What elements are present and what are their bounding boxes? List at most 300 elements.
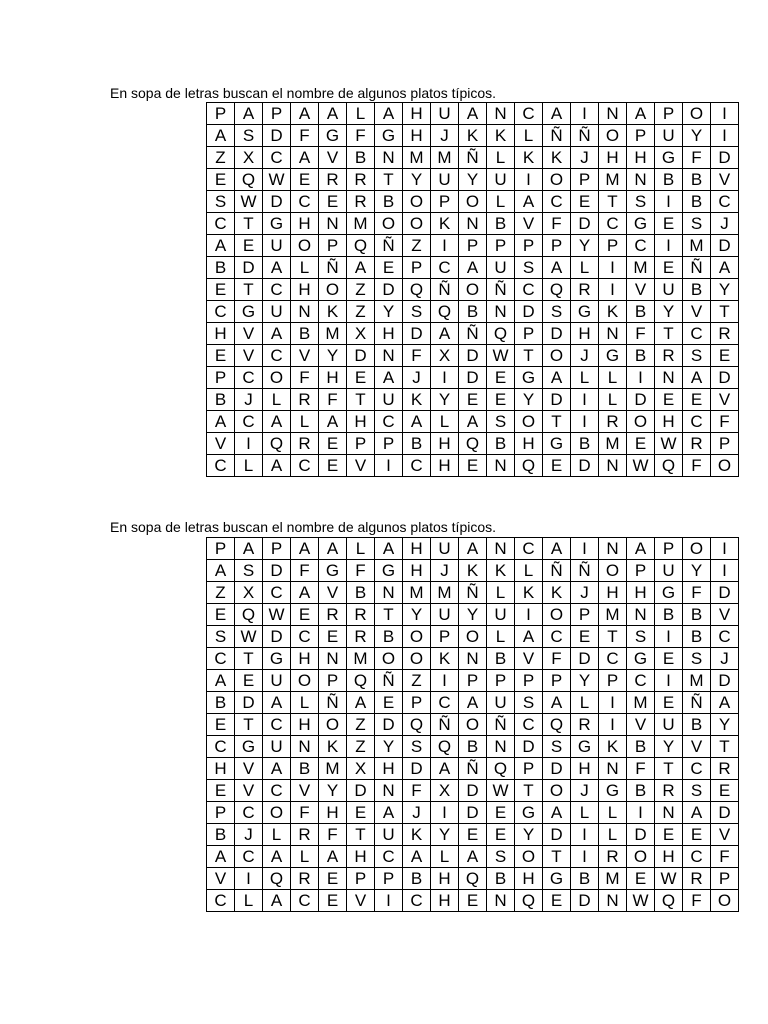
grid-cell[interactable]: C <box>263 780 291 802</box>
grid-cell[interactable]: M <box>683 670 711 692</box>
grid-cell[interactable]: J <box>431 560 459 582</box>
grid-cell[interactable]: E <box>571 191 599 213</box>
grid-cell[interactable]: I <box>655 235 683 257</box>
grid-cell[interactable]: Q <box>235 169 263 191</box>
grid-cell[interactable]: E <box>655 257 683 279</box>
grid-cell[interactable]: D <box>543 323 571 345</box>
grid-cell[interactable]: C <box>291 626 319 648</box>
grid-cell[interactable]: C <box>207 648 235 670</box>
grid-cell[interactable]: O <box>515 411 543 433</box>
grid-cell[interactable]: S <box>543 736 571 758</box>
grid-cell[interactable]: D <box>459 367 487 389</box>
grid-cell[interactable]: L <box>571 692 599 714</box>
grid-cell[interactable]: H <box>515 868 543 890</box>
grid-cell[interactable]: K <box>319 736 347 758</box>
grid-cell[interactable]: P <box>375 868 403 890</box>
grid-cell[interactable]: E <box>711 780 739 802</box>
grid-cell[interactable]: C <box>515 538 543 560</box>
grid-cell[interactable]: K <box>599 301 627 323</box>
grid-cell[interactable]: V <box>347 890 375 912</box>
grid-cell[interactable]: U <box>655 714 683 736</box>
grid-cell[interactable]: T <box>375 169 403 191</box>
grid-cell[interactable]: B <box>683 626 711 648</box>
grid-cell[interactable]: L <box>291 846 319 868</box>
grid-cell[interactable]: P <box>403 257 431 279</box>
grid-cell[interactable]: J <box>403 802 431 824</box>
grid-cell[interactable]: U <box>431 169 459 191</box>
grid-cell[interactable]: W <box>487 345 515 367</box>
grid-cell[interactable]: Y <box>571 235 599 257</box>
grid-cell[interactable]: Z <box>207 147 235 169</box>
grid-cell[interactable]: K <box>487 125 515 147</box>
grid-cell[interactable]: E <box>235 670 263 692</box>
grid-cell[interactable]: N <box>487 736 515 758</box>
grid-cell[interactable]: P <box>263 538 291 560</box>
grid-cell[interactable]: B <box>627 736 655 758</box>
grid-cell[interactable]: H <box>319 802 347 824</box>
grid-cell[interactable]: R <box>655 345 683 367</box>
grid-cell[interactable]: T <box>599 626 627 648</box>
grid-cell[interactable]: D <box>235 257 263 279</box>
grid-cell[interactable]: I <box>711 125 739 147</box>
grid-cell[interactable]: V <box>515 648 543 670</box>
grid-cell[interactable]: E <box>655 648 683 670</box>
grid-cell[interactable]: K <box>403 389 431 411</box>
grid-cell[interactable]: V <box>711 169 739 191</box>
grid-cell[interactable]: I <box>627 802 655 824</box>
grid-cell[interactable]: X <box>235 582 263 604</box>
grid-cell[interactable]: Q <box>655 455 683 477</box>
grid-cell[interactable]: H <box>319 367 347 389</box>
grid-cell[interactable]: W <box>263 604 291 626</box>
grid-cell[interactable]: E <box>711 345 739 367</box>
grid-cell[interactable]: H <box>375 323 403 345</box>
grid-cell[interactable]: S <box>207 626 235 648</box>
grid-cell[interactable]: O <box>459 279 487 301</box>
grid-cell[interactable]: A <box>543 367 571 389</box>
grid-cell[interactable]: F <box>683 147 711 169</box>
grid-cell[interactable]: E <box>319 433 347 455</box>
grid-cell[interactable]: P <box>347 868 375 890</box>
grid-cell[interactable]: P <box>627 125 655 147</box>
grid-cell[interactable]: A <box>207 411 235 433</box>
grid-cell[interactable]: A <box>207 235 235 257</box>
grid-cell[interactable]: F <box>291 367 319 389</box>
grid-cell[interactable]: U <box>375 824 403 846</box>
grid-cell[interactable]: S <box>487 846 515 868</box>
grid-cell[interactable]: D <box>571 890 599 912</box>
grid-cell[interactable]: P <box>627 560 655 582</box>
grid-cell[interactable]: S <box>403 736 431 758</box>
grid-cell[interactable]: C <box>207 736 235 758</box>
grid-cell[interactable]: M <box>431 147 459 169</box>
grid-cell[interactable]: K <box>515 582 543 604</box>
grid-cell[interactable]: F <box>319 824 347 846</box>
grid-cell[interactable]: X <box>347 758 375 780</box>
grid-cell[interactable]: A <box>207 670 235 692</box>
grid-cell[interactable]: E <box>627 433 655 455</box>
grid-cell[interactable]: P <box>487 670 515 692</box>
grid-cell[interactable]: D <box>375 279 403 301</box>
grid-cell[interactable]: N <box>459 648 487 670</box>
grid-cell[interactable]: A <box>263 692 291 714</box>
grid-cell[interactable]: N <box>655 367 683 389</box>
grid-cell[interactable]: Y <box>711 714 739 736</box>
grid-cell[interactable]: N <box>599 103 627 125</box>
grid-cell[interactable]: O <box>627 411 655 433</box>
grid-cell[interactable]: J <box>571 582 599 604</box>
grid-cell[interactable]: P <box>543 235 571 257</box>
grid-cell[interactable]: O <box>599 125 627 147</box>
grid-cell[interactable]: E <box>459 890 487 912</box>
grid-cell[interactable]: N <box>487 301 515 323</box>
grid-cell[interactable]: H <box>599 582 627 604</box>
grid-cell[interactable]: E <box>683 824 711 846</box>
grid-cell[interactable]: O <box>683 538 711 560</box>
grid-cell[interactable]: P <box>515 323 543 345</box>
grid-cell[interactable]: G <box>655 147 683 169</box>
grid-cell[interactable]: Ñ <box>683 257 711 279</box>
grid-cell[interactable]: C <box>403 890 431 912</box>
grid-cell[interactable]: P <box>207 802 235 824</box>
grid-cell[interactable]: P <box>571 604 599 626</box>
grid-cell[interactable]: E <box>459 389 487 411</box>
grid-cell[interactable]: H <box>291 648 319 670</box>
grid-cell[interactable]: T <box>543 846 571 868</box>
grid-cell[interactable]: L <box>263 389 291 411</box>
grid-cell[interactable]: D <box>263 191 291 213</box>
grid-cell[interactable]: D <box>711 802 739 824</box>
grid-cell[interactable]: B <box>655 604 683 626</box>
grid-cell[interactable]: A <box>319 538 347 560</box>
grid-cell[interactable]: D <box>711 367 739 389</box>
grid-cell[interactable]: Q <box>543 714 571 736</box>
grid-cell[interactable]: Y <box>375 301 403 323</box>
grid-cell[interactable]: N <box>599 758 627 780</box>
grid-cell[interactable]: T <box>347 824 375 846</box>
grid-cell[interactable]: E <box>319 626 347 648</box>
grid-cell[interactable]: V <box>711 389 739 411</box>
grid-cell[interactable]: I <box>599 257 627 279</box>
grid-cell[interactable]: B <box>487 213 515 235</box>
grid-cell[interactable]: R <box>319 604 347 626</box>
grid-cell[interactable]: E <box>543 890 571 912</box>
grid-cell[interactable]: U <box>263 670 291 692</box>
grid-cell[interactable]: P <box>347 433 375 455</box>
grid-cell[interactable]: A <box>627 103 655 125</box>
grid-cell[interactable]: D <box>711 582 739 604</box>
grid-cell[interactable]: A <box>319 846 347 868</box>
grid-cell[interactable]: J <box>235 389 263 411</box>
grid-cell[interactable]: J <box>571 780 599 802</box>
grid-cell[interactable]: L <box>263 824 291 846</box>
grid-cell[interactable]: H <box>655 411 683 433</box>
grid-cell[interactable]: M <box>599 868 627 890</box>
grid-cell[interactable]: A <box>459 692 487 714</box>
grid-cell[interactable]: B <box>571 868 599 890</box>
grid-cell[interactable]: A <box>459 538 487 560</box>
grid-cell[interactable]: A <box>543 103 571 125</box>
grid-cell[interactable]: Ñ <box>487 279 515 301</box>
grid-cell[interactable]: C <box>683 758 711 780</box>
grid-cell[interactable]: A <box>403 411 431 433</box>
grid-cell[interactable]: U <box>655 279 683 301</box>
grid-cell[interactable]: B <box>459 736 487 758</box>
grid-cell[interactable]: C <box>263 147 291 169</box>
grid-cell[interactable]: Q <box>655 890 683 912</box>
grid-cell[interactable]: D <box>627 824 655 846</box>
grid-cell[interactable]: M <box>319 758 347 780</box>
grid-cell[interactable]: A <box>263 257 291 279</box>
grid-cell[interactable]: S <box>235 125 263 147</box>
grid-cell[interactable]: G <box>375 125 403 147</box>
grid-cell[interactable]: Y <box>319 345 347 367</box>
grid-cell[interactable]: K <box>515 147 543 169</box>
grid-cell[interactable]: R <box>599 846 627 868</box>
grid-cell[interactable]: Ñ <box>543 125 571 147</box>
grid-cell[interactable]: C <box>543 626 571 648</box>
grid-cell[interactable]: R <box>291 389 319 411</box>
grid-cell[interactable]: T <box>347 389 375 411</box>
grid-cell[interactable]: J <box>403 367 431 389</box>
grid-cell[interactable]: A <box>207 125 235 147</box>
grid-cell[interactable]: S <box>207 191 235 213</box>
grid-cell[interactable]: M <box>627 692 655 714</box>
grid-cell[interactable]: O <box>403 626 431 648</box>
grid-cell[interactable]: O <box>683 103 711 125</box>
grid-cell[interactable]: T <box>655 323 683 345</box>
grid-cell[interactable]: E <box>487 389 515 411</box>
grid-cell[interactable]: J <box>711 648 739 670</box>
grid-cell[interactable]: Y <box>683 125 711 147</box>
grid-cell[interactable]: P <box>459 670 487 692</box>
grid-cell[interactable]: R <box>599 411 627 433</box>
grid-cell[interactable]: H <box>291 213 319 235</box>
grid-cell[interactable]: H <box>207 323 235 345</box>
grid-cell[interactable]: A <box>291 538 319 560</box>
grid-cell[interactable]: E <box>319 191 347 213</box>
grid-cell[interactable]: O <box>403 191 431 213</box>
grid-cell[interactable]: P <box>263 103 291 125</box>
grid-cell[interactable]: R <box>571 279 599 301</box>
grid-cell[interactable]: K <box>431 648 459 670</box>
grid-cell[interactable]: O <box>263 802 291 824</box>
grid-cell[interactable]: Y <box>319 780 347 802</box>
grid-cell[interactable]: X <box>431 780 459 802</box>
grid-cell[interactable]: O <box>627 846 655 868</box>
grid-cell[interactable]: A <box>375 538 403 560</box>
grid-cell[interactable]: T <box>711 736 739 758</box>
grid-cell[interactable]: A <box>347 692 375 714</box>
grid-cell[interactable]: G <box>235 301 263 323</box>
grid-cell[interactable]: A <box>543 257 571 279</box>
grid-cell[interactable]: U <box>263 736 291 758</box>
grid-cell[interactable]: K <box>459 560 487 582</box>
grid-cell[interactable]: C <box>235 846 263 868</box>
grid-cell[interactable]: L <box>347 103 375 125</box>
grid-cell[interactable]: E <box>655 389 683 411</box>
grid-cell[interactable]: U <box>431 103 459 125</box>
grid-cell[interactable]: A <box>291 103 319 125</box>
grid-cell[interactable]: I <box>655 670 683 692</box>
grid-cell[interactable]: F <box>543 213 571 235</box>
grid-cell[interactable]: P <box>711 433 739 455</box>
grid-cell[interactable]: I <box>711 538 739 560</box>
grid-cell[interactable]: M <box>683 235 711 257</box>
grid-cell[interactable]: S <box>683 345 711 367</box>
grid-cell[interactable]: R <box>319 169 347 191</box>
grid-cell[interactable]: B <box>571 433 599 455</box>
grid-cell[interactable]: O <box>543 604 571 626</box>
grid-cell[interactable]: M <box>347 648 375 670</box>
grid-cell[interactable]: L <box>487 147 515 169</box>
grid-cell[interactable]: C <box>235 367 263 389</box>
grid-cell[interactable]: T <box>235 714 263 736</box>
grid-cell[interactable]: A <box>375 103 403 125</box>
grid-cell[interactable]: R <box>347 626 375 648</box>
grid-cell[interactable]: G <box>319 125 347 147</box>
grid-cell[interactable]: M <box>347 213 375 235</box>
grid-cell[interactable]: Z <box>403 670 431 692</box>
grid-cell[interactable]: A <box>459 103 487 125</box>
grid-cell[interactable]: Ñ <box>571 560 599 582</box>
grid-cell[interactable]: I <box>599 279 627 301</box>
grid-cell[interactable]: A <box>291 582 319 604</box>
grid-cell[interactable]: F <box>711 846 739 868</box>
grid-cell[interactable]: Y <box>403 604 431 626</box>
grid-cell[interactable]: C <box>515 103 543 125</box>
grid-cell[interactable]: K <box>319 301 347 323</box>
grid-cell[interactable]: G <box>263 648 291 670</box>
grid-cell[interactable]: L <box>431 411 459 433</box>
grid-cell[interactable]: V <box>683 736 711 758</box>
grid-cell[interactable]: U <box>487 604 515 626</box>
grid-cell[interactable]: R <box>655 780 683 802</box>
grid-cell[interactable]: M <box>403 147 431 169</box>
grid-cell[interactable]: W <box>235 626 263 648</box>
grid-cell[interactable]: C <box>375 846 403 868</box>
grid-cell[interactable]: Q <box>515 455 543 477</box>
grid-cell[interactable]: C <box>683 323 711 345</box>
grid-cell[interactable]: O <box>375 648 403 670</box>
grid-cell[interactable]: Ñ <box>375 235 403 257</box>
grid-cell[interactable]: G <box>627 648 655 670</box>
grid-cell[interactable]: U <box>263 301 291 323</box>
grid-cell[interactable]: G <box>627 213 655 235</box>
grid-cell[interactable]: S <box>543 301 571 323</box>
grid-cell[interactable]: W <box>235 191 263 213</box>
grid-cell[interactable]: Q <box>347 670 375 692</box>
grid-cell[interactable]: E <box>347 802 375 824</box>
grid-cell[interactable]: H <box>375 758 403 780</box>
grid-cell[interactable]: Y <box>711 279 739 301</box>
grid-cell[interactable]: V <box>683 301 711 323</box>
grid-cell[interactable]: A <box>431 323 459 345</box>
grid-cell[interactable]: A <box>459 411 487 433</box>
grid-cell[interactable]: F <box>403 780 431 802</box>
grid-cell[interactable]: W <box>655 433 683 455</box>
grid-cell[interactable]: D <box>711 235 739 257</box>
grid-cell[interactable]: H <box>347 846 375 868</box>
grid-cell[interactable]: G <box>599 780 627 802</box>
grid-cell[interactable]: Ñ <box>459 582 487 604</box>
grid-cell[interactable]: R <box>571 714 599 736</box>
grid-cell[interactable]: S <box>235 560 263 582</box>
grid-cell[interactable]: C <box>263 345 291 367</box>
grid-cell[interactable]: A <box>627 538 655 560</box>
grid-cell[interactable]: D <box>627 389 655 411</box>
grid-cell[interactable]: D <box>543 758 571 780</box>
grid-cell[interactable]: V <box>291 345 319 367</box>
grid-cell[interactable]: V <box>207 433 235 455</box>
grid-cell[interactable]: C <box>515 714 543 736</box>
grid-cell[interactable]: P <box>487 235 515 257</box>
grid-cell[interactable]: F <box>347 125 375 147</box>
grid-cell[interactable]: G <box>515 367 543 389</box>
grid-cell[interactable]: G <box>571 301 599 323</box>
grid-cell[interactable]: A <box>263 455 291 477</box>
grid-cell[interactable]: E <box>347 367 375 389</box>
grid-cell[interactable]: N <box>319 213 347 235</box>
grid-cell[interactable]: L <box>291 692 319 714</box>
grid-cell[interactable]: E <box>487 802 515 824</box>
grid-cell[interactable]: M <box>599 604 627 626</box>
grid-cell[interactable]: O <box>291 235 319 257</box>
grid-cell[interactable]: F <box>683 890 711 912</box>
grid-cell[interactable]: N <box>487 538 515 560</box>
grid-cell[interactable]: Y <box>655 736 683 758</box>
grid-cell[interactable]: S <box>515 257 543 279</box>
grid-cell[interactable]: W <box>627 890 655 912</box>
grid-cell[interactable]: I <box>431 802 459 824</box>
grid-cell[interactable]: C <box>263 582 291 604</box>
grid-cell[interactable]: A <box>543 802 571 824</box>
grid-cell[interactable]: O <box>375 213 403 235</box>
grid-cell[interactable]: V <box>515 213 543 235</box>
grid-cell[interactable]: Ñ <box>683 692 711 714</box>
grid-cell[interactable]: I <box>571 389 599 411</box>
grid-cell[interactable]: V <box>235 758 263 780</box>
grid-cell[interactable]: V <box>711 604 739 626</box>
grid-cell[interactable]: A <box>207 846 235 868</box>
grid-cell[interactable]: G <box>599 345 627 367</box>
grid-cell[interactable]: F <box>347 560 375 582</box>
grid-cell[interactable]: F <box>683 455 711 477</box>
grid-cell[interactable]: E <box>207 714 235 736</box>
grid-cell[interactable]: W <box>263 169 291 191</box>
grid-cell[interactable]: K <box>599 736 627 758</box>
grid-cell[interactable]: P <box>319 670 347 692</box>
grid-cell[interactable]: E <box>487 367 515 389</box>
grid-cell[interactable]: B <box>683 279 711 301</box>
grid-cell[interactable]: E <box>235 235 263 257</box>
grid-cell[interactable]: E <box>655 824 683 846</box>
grid-cell[interactable]: P <box>571 169 599 191</box>
grid-cell[interactable]: O <box>459 191 487 213</box>
grid-cell[interactable]: B <box>459 301 487 323</box>
grid-cell[interactable]: Q <box>235 604 263 626</box>
grid-cell[interactable]: L <box>515 560 543 582</box>
grid-cell[interactable]: P <box>515 235 543 257</box>
grid-cell[interactable]: M <box>599 433 627 455</box>
grid-cell[interactable]: D <box>515 301 543 323</box>
grid-cell[interactable]: Q <box>459 433 487 455</box>
grid-cell[interactable]: G <box>263 213 291 235</box>
grid-cell[interactable]: F <box>543 648 571 670</box>
grid-cell[interactable]: U <box>431 538 459 560</box>
grid-cell[interactable]: P <box>459 235 487 257</box>
grid-cell[interactable]: V <box>627 714 655 736</box>
